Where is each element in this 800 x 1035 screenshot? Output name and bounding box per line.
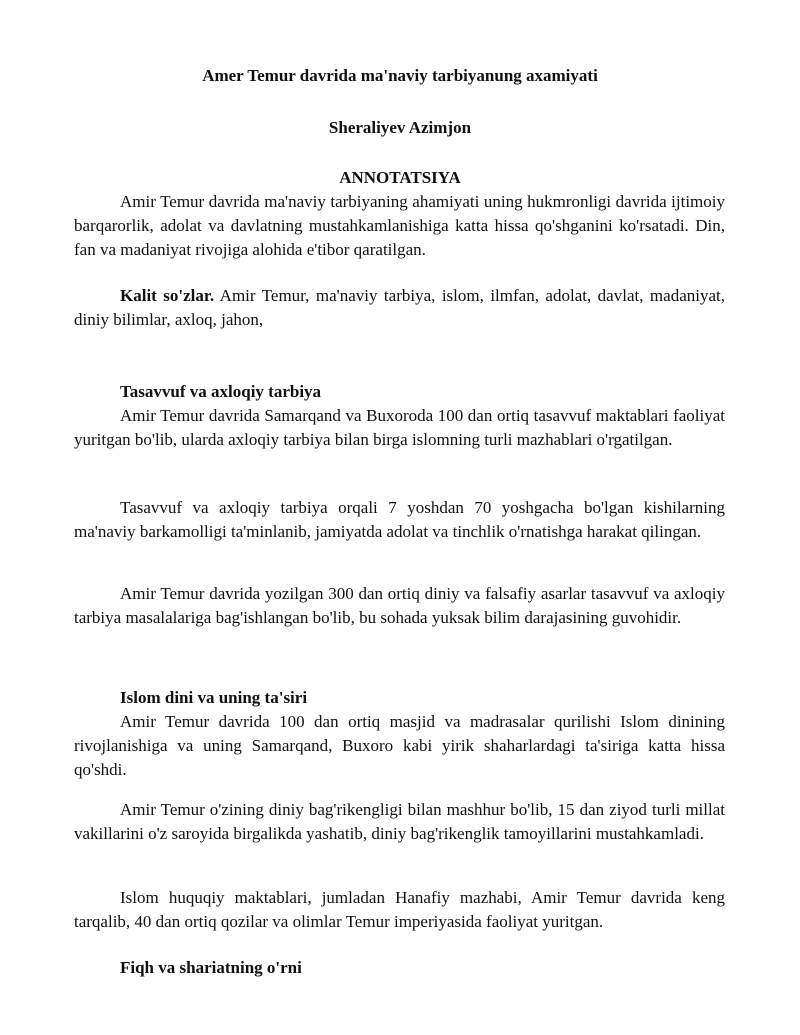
annotation-heading: ANNOTATSIYA — [339, 168, 461, 187]
section2-paragraph-3: Islom huquqiy maktablari, jumladan Hanafiy mazhabi, Amir Temur davrida keng tarqalib, 40 dan ortiq qozilar va olimlar Temur imperiyasida faoliyat yuritgan. — [74, 888, 725, 931]
section-heading-tasavvuf: Tasavvuf va axloqiy tarbiya — [120, 382, 322, 401]
annotation-paragraph: Amir Temur davrida ma'naviy tarbiyaning ahamiyati uning hukmronligi davrida ijtimoiy barqarorlik, adolat va davlatning mustahkamlanishiga katta hissa qo'shganini ko'rsatadi. Din, fan va madaniyat rivojiga alohida e'tibor qaratilgan. — [74, 192, 725, 259]
keywords-text: Amir Temur, ma'naviy tarbiya, islom, ilmfan, adolat, davlat, madaniyat, diniy bilimlar, axloq, jahon, — [74, 286, 725, 329]
section1-paragraph-1: Amir Temur davrida Samarqand va Buxoroda 100 dan ortiq tasavvuf maktablari faoliyat yuritgan bo'lib, ularda axloqiy tarbiya bilan birga islomning turli mazhablari o'rgatilgan. — [74, 406, 725, 449]
author-name: Sheraliyev Azimjon — [328, 118, 472, 137]
section-heading-islom: Islom dini va uning ta'siri — [120, 688, 308, 707]
section-heading-fiqh: Fiqh va shariatning o'rni — [120, 958, 302, 977]
document-title: Amer Temur davrida ma'naviy tarbiyanung axamiyati — [202, 66, 598, 85]
section2-paragraph-1: Amir Temur davrida 100 dan ortiq masjid va madrasalar qurilishi Islom dinining rivojlanishiga va uning Samarqand, Buxoro kabi yirik shaharlardagi ta'siriga katta hissa qo'shdi. — [74, 712, 725, 779]
section1-paragraph-2: Tasavvuf va axloqiy tarbiya orqali 7 yoshdan 70 yoshgacha bo'lgan kishilarning ma'naviy barkamolligi ta'minlanib, jamiyatda adolat va tinchlik o'rnatishga harakat qilingan. — [74, 498, 725, 541]
section1-paragraph-3: Amir Temur davrida yozilgan 300 dan ortiq diniy va falsafiy asarlar tasavvuf va axloqiy tarbiya masalalariga bag'ishlangan bo'lib, bu sohada yuksak bilim darajasining guvohidir. — [74, 584, 725, 627]
section2-paragraph-2: Amir Temur o'zining diniy bag'rikengligi bilan mashhur bo'lib, 15 dan ziyod turli millat vakillarini o'z saroyida birgalikda yashatib, diniy bag'rikenglik tamoyillarini mustahkamladi. — [74, 800, 725, 843]
keywords-label: Kalit so'zlar. — [120, 286, 215, 305]
keywords-paragraph — [74, 284, 725, 332]
